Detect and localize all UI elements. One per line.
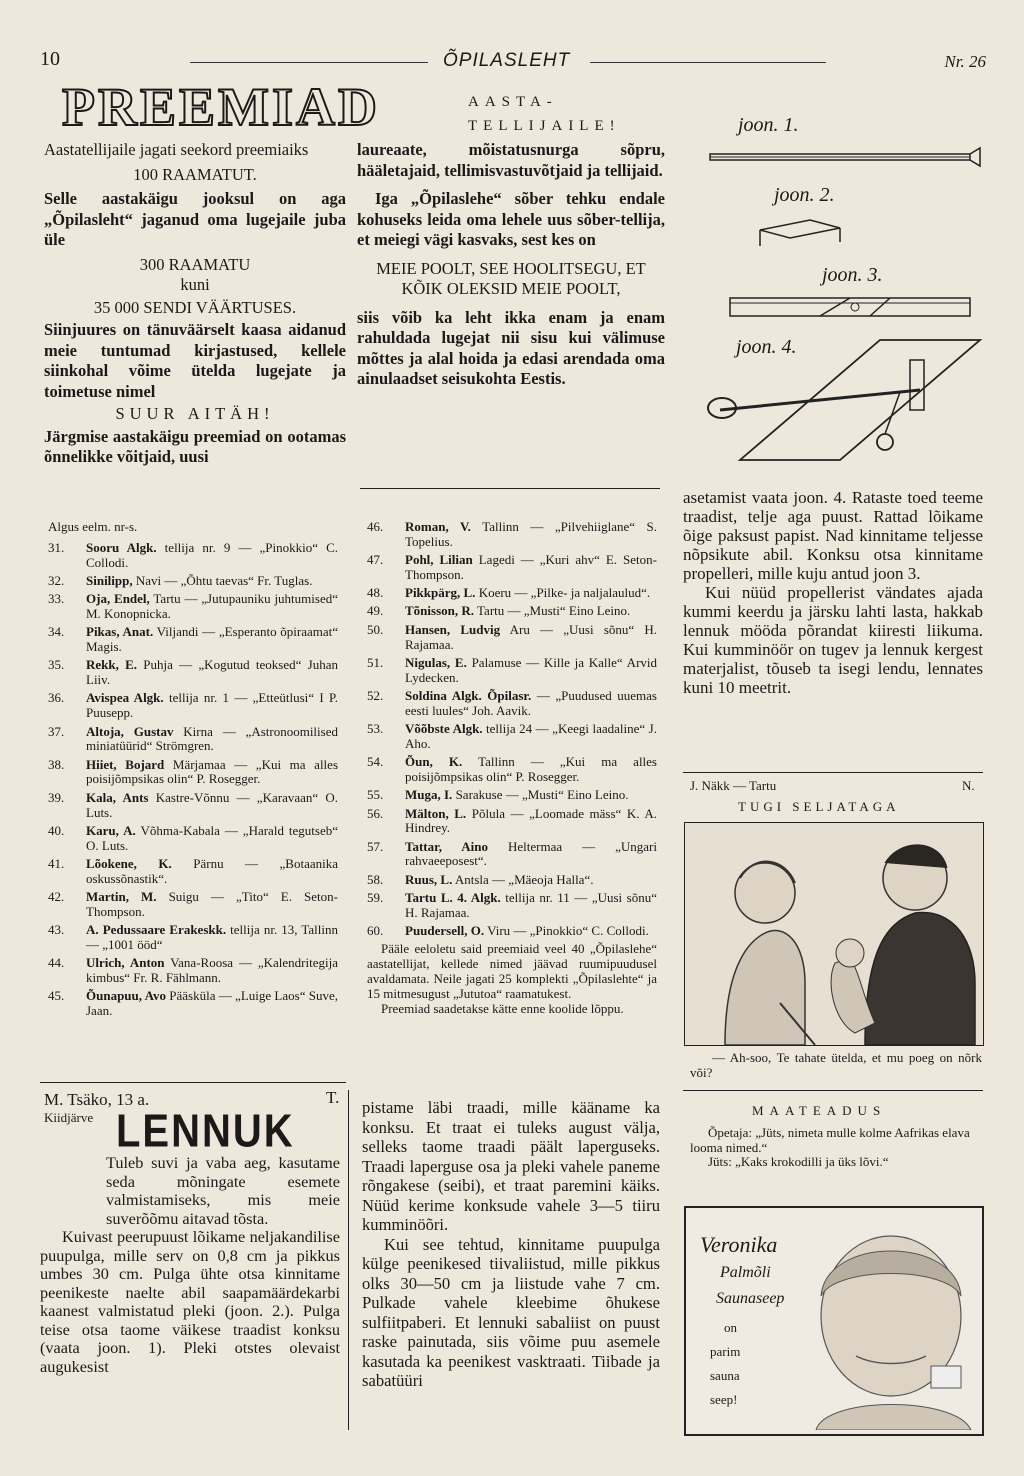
intro-right-p3: MEIE POOLT, SEE HOOLITSEGU, ET KÕIK OLEKSID MEIE POOLT,	[376, 258, 646, 298]
winner-text	[86, 857, 338, 887]
lennuk-title: LENNUK	[116, 1106, 295, 1157]
winner-name: Nigulas, E.	[405, 654, 467, 670]
cartoon-top-rule	[683, 772, 983, 773]
cartoon-drawing-icon	[685, 823, 983, 1045]
winner-list-item	[367, 604, 657, 619]
winner-text	[86, 691, 338, 721]
figure-2-plate-icon	[750, 210, 870, 260]
intro-bottom-rule	[360, 488, 660, 489]
winner-list-item	[367, 840, 657, 870]
lennuk-place: Kiidjärve	[44, 1110, 94, 1125]
winner-number: 49.	[367, 603, 384, 619]
winner-text	[405, 689, 657, 719]
winners-left-list	[48, 520, 338, 1022]
intro-left-c1: 100 RAAMATUT.	[133, 164, 257, 184]
winner-number: 39.	[48, 789, 65, 805]
winner-prize: — „Puudused uuemas eesti luules“ Joh. Aavik.	[405, 687, 657, 718]
winner-prize: Tallinn — „Pilvehiiglane“ S. Topelius.	[405, 519, 657, 549]
winner-number: 34.	[48, 624, 65, 640]
intro-left-p3: Siinjuures on tänuväärselt kaasa aidanud meie tuntumad kirjastused, kellele siinkohal võime ütelda lugejate ja toimetuse nimel	[44, 320, 346, 401]
winner-number: 43.	[48, 922, 65, 938]
soap-advertisement	[684, 1206, 984, 1436]
intro-left-c2: 300 RAAMATU	[139, 254, 251, 274]
winner-name: Tõnisson, R.	[405, 603, 474, 619]
winner-list-item	[367, 623, 657, 653]
winner-number: 59.	[367, 890, 384, 906]
header-title: ÕPILASLEHT	[443, 50, 571, 71]
winner-number: 41.	[48, 855, 65, 871]
winner-text	[405, 807, 657, 837]
winner-name: Tattar, Aino	[405, 838, 488, 854]
maateadus-title: MAATEADUS	[752, 1103, 887, 1118]
winner-prize: tellija nr. 1 — „Etteütlusi“ I P. Puusepp.	[86, 690, 339, 721]
ad-line6: sauna	[710, 1368, 740, 1383]
winner-list-item	[48, 857, 338, 887]
intro-left-p4: Järgmise aastakäigu preemiad on ootamas õnnelikke võitjaid, uusi	[44, 426, 346, 466]
winner-text	[405, 623, 657, 653]
airplane-figures	[690, 110, 990, 480]
intro-left-column	[44, 140, 346, 468]
winner-text	[86, 989, 338, 1019]
winner-number: 46.	[367, 519, 384, 534]
winners-footer-p1: Pääle eeloletu said preemiaid veel 40 „Õpilaslehe“ aastatellijat, kellede nimed jäävad ruumipuudusel avaldamata. Neile jagati 25 komplekti „Õpilaslehte“ ja 15 mitmesugust „Jututoa“ raamatukest.	[367, 941, 657, 1001]
winner-number: 44.	[48, 955, 65, 971]
winner-list-item	[367, 722, 657, 752]
winner-list-item	[367, 656, 657, 686]
winner-name: Altoja, Gustav	[86, 723, 174, 739]
winner-text	[86, 824, 338, 854]
winner-name: Kala, Ants	[86, 789, 149, 805]
figure-3-propeller-icon	[720, 290, 980, 330]
banner-side-line1: AASTA-	[468, 94, 558, 110]
maateadus-line2: Jüts: „Kaks krokodilli ja üks lõvi.“	[708, 1154, 889, 1169]
ad-line5: parim	[710, 1344, 741, 1359]
header-rule-left	[190, 62, 428, 63]
winner-prize: Navi — „Õhtu taevas“ Fr. Tuglas.	[132, 572, 313, 588]
winner-prize: Tartu — „Musti“ Eino Leino.	[474, 603, 631, 619]
winner-prize: Pärnu — „Botaanika oskussõnastik“.	[86, 855, 338, 886]
winner-prize: Suigu — „Tito“ E. Seton-Thompson.	[86, 889, 338, 919]
winner-list-item	[48, 574, 338, 589]
right-article	[683, 488, 983, 697]
winner-text	[405, 586, 657, 601]
winner-list-item	[367, 807, 657, 837]
winner-prize: tellija 24 — „Keegi laadaline“ J. Aho.	[405, 721, 657, 751]
ad-line7: seep!	[710, 1392, 738, 1407]
winner-text	[86, 592, 338, 622]
winner-list-item	[367, 689, 657, 719]
lennuk-author: M. Tsäko, 13 a.	[44, 1090, 150, 1109]
winner-prize: Sarakuse — „Musti“ Eino Leino.	[452, 787, 629, 803]
winner-name: Hansen, Ludvig	[405, 621, 501, 637]
winner-text	[405, 553, 657, 583]
winner-list-item	[367, 586, 657, 601]
winner-list-item	[367, 553, 657, 583]
winner-number: 37.	[48, 723, 65, 739]
right-article-p2: Kui nüüd propellerist vändates ajada kummi keerdu ja järsku lahti lasta, hakkab lennuk mööda põrandat kiiresti liikuma. Kui kumminöör on tugev ja lennuk kergest materjalist, tõuseb ta isegi lendu, lennates kuni 10 meetrit.	[683, 583, 983, 697]
winner-name: Tartu L. 4. Algk.	[405, 890, 501, 906]
winner-name: Õunapuu, Avo	[86, 988, 166, 1004]
issue-number: Nr. 26	[944, 52, 986, 71]
winner-number: 45.	[48, 988, 65, 1004]
winner-list-item	[48, 725, 338, 755]
winner-text	[405, 924, 657, 939]
winner-name: Karu, A.	[86, 822, 136, 838]
ad-line2: Palmõli	[720, 1264, 771, 1281]
winner-name: Martin, M.	[86, 889, 157, 905]
winner-text	[86, 890, 338, 920]
winner-prize: Pääsküla — „Luige Laos“ Suve, Jaan.	[86, 988, 338, 1019]
winner-name: Õun, K.	[405, 754, 463, 770]
winner-number: 31.	[48, 539, 65, 555]
winner-number: 54.	[367, 754, 384, 770]
winners-head: Algus eelm. nr-s.	[48, 519, 138, 534]
winner-name: Roman, V.	[405, 519, 471, 534]
winner-text	[405, 891, 657, 921]
winner-name: Lõokene, K.	[86, 855, 172, 871]
winner-prize: Antsla — „Mäeoja Halla“.	[452, 871, 594, 887]
winner-prize: Vana-Roosa — „Kalendritegija kimbus“ Fr. R. Fählmann.	[86, 955, 338, 986]
winner-text	[405, 840, 657, 870]
winner-prize: Lagedi — „Kuri ahv“ E. Seton-Thompson.	[405, 552, 657, 582]
winner-list-item	[48, 923, 338, 953]
ad-line3: Saunaseep	[716, 1290, 785, 1307]
cartoon-author-right: N.	[962, 778, 975, 793]
winner-number: 33.	[48, 591, 65, 607]
winner-list-item	[48, 592, 338, 622]
lennuk-p2: Kuivast peerupuust lõikame neljakandilise puupulga, mille serv on 0,8 cm ja pikkus umbes 30 cm. Pulga ühte otsa kinnitame peenikeste naelte abil saapamäärdekarbi kaanest valmistatud pleki (joon. 2.). Pulga teise otsa taome väikese traadist konksu (vaata joon. 1). Pleki otstes olevaist augukesist	[40, 1227, 340, 1376]
winners-right-list	[367, 520, 657, 1016]
intro-right-p2: Iga „Õpilaslehe“ sõber tehku endale kohuseks leida oma lehele uus sõber-tellija, et meiegi vägi kasvaks, sest kes on	[357, 189, 665, 249]
winner-number: 38.	[48, 756, 65, 772]
intro-left-c4: 35 000 SENDI VÄÄRTUSES.	[93, 297, 297, 317]
winner-name: Mälton, L.	[405, 805, 467, 821]
winner-list-item	[48, 658, 338, 688]
winner-text	[405, 656, 657, 686]
cartoon-caption: — Ah-soo, Te tahate ütelda, et mu poeg on nõrk või?	[690, 1050, 982, 1080]
winner-name: Ruus, L.	[405, 871, 453, 887]
winners-footer-p2: Preemiad saadetakse kätte enne koolide lõppu.	[381, 1000, 624, 1016]
winner-text	[405, 722, 657, 752]
ad-girl-portrait-icon	[796, 1216, 976, 1430]
winner-name: Avispea Algk.	[86, 690, 164, 706]
lennuk-author-right: T.	[326, 1088, 340, 1107]
winner-prize: Põlula — „Loomade mäss“ K. A. Hindrey.	[405, 805, 657, 836]
winner-text	[86, 923, 338, 953]
winner-list-item	[48, 541, 338, 571]
winner-name: Pikkpärg, L.	[405, 585, 476, 601]
winner-text	[86, 625, 338, 655]
winner-list-item	[367, 520, 657, 550]
ad-brand: Veronika	[700, 1232, 778, 1257]
intro-right-p4: siis võib ka leht ikka enam ja enam rahuldada lugejat nii sisu kui välimuse mõttes ja alal hoida ja edasi arendada oma ainulaadset seisukohta Eestis.	[357, 307, 665, 388]
winner-text	[86, 725, 338, 755]
figure-label-2: joon. 2.	[774, 184, 835, 206]
intro-left-p1: Aastatellijaile jagati seekord preemiaiks	[44, 140, 309, 159]
cartoon-author: J. Näkk — Tartu	[690, 778, 777, 793]
lennuk-top-rule	[40, 1082, 346, 1083]
winner-name: Rekk, E.	[86, 657, 138, 673]
lennuk-col-right	[362, 1098, 660, 1391]
lennuk-p4: Kui see tehtud, kinnitame puupulga külge peenikesed tiivaliistud, mille pikkus olks 30—50 cm ja liistude vahe 7 cm. Pulkade vahele kleebime õhukese sulfiitpaberi. Et lennuki sabaliist on puust raske painutada, siis võime puu asemele kasutada ka peenikest vasktraati. Tiibade ja sabatüüri	[362, 1234, 660, 1390]
winner-number: 42.	[48, 889, 65, 905]
ad-line4: on	[724, 1320, 737, 1335]
winner-name: Soldina Algk. Õpilasr.	[405, 687, 532, 703]
winner-prize: Tallinn — „Kui ma alles poisijõmpsikas olin“ P. Rosegger.	[405, 754, 657, 784]
winner-number: 47.	[367, 552, 384, 568]
winner-number: 56.	[367, 805, 384, 821]
intro-left-c3: kuni	[180, 275, 210, 294]
intro-right-p1: laureaate, mõistatusnurga sõpru, hääletajaid, tellimisvastuvõtjaid ja tellijaid.	[357, 140, 665, 180]
winner-prize: Palamuse — Kille ja Kalle“ Arvid Lydecken.	[405, 654, 658, 685]
intro-left-c5: SUUR AITÄH!	[115, 404, 275, 423]
banner-title: PREEMIAD	[62, 77, 380, 137]
cartoon-title: TUGI SELJATAGA	[738, 799, 900, 814]
winner-list-item	[48, 758, 338, 788]
winner-list-item	[48, 956, 338, 986]
winner-text	[405, 755, 657, 785]
winner-prize: Puhja — „Kogutud teoksed“ Juhan Liiv.	[86, 657, 338, 688]
winner-number: 35.	[48, 657, 65, 673]
winner-name: Pikas, Anat.	[86, 624, 154, 640]
cartoon-image	[684, 822, 984, 1046]
winner-name: Muga, I.	[405, 787, 453, 803]
header-rule-right	[590, 62, 826, 63]
winner-text	[405, 873, 657, 888]
maateadus-text	[690, 1126, 982, 1170]
winner-number: 52.	[367, 687, 384, 703]
lennuk-p3: pistame läbi traadi, mille kääname ka konksu. Et traat ei tuleks august välja, selleks taome traadi päält laperguseks. Traadi laperguse osa ja pleki vahele paneme rõngakese (seibi), et traat paremini käiks. Nüüd kerime konksude vahele 3—5 tiiru kumminöõri.	[362, 1098, 660, 1234]
winner-name: Sinilipp,	[86, 572, 133, 588]
figure-label-1: joon. 1.	[738, 114, 799, 136]
winner-prize: Koeru — „Pilke- ja naljalaulud“.	[475, 585, 651, 601]
winner-prize: Viru — „Pinokkio“ C. Collodi.	[484, 923, 649, 939]
winner-prize: Märjamaa — „Kui ma alles poisijõmpsikas olin“ P. Rosegger.	[86, 756, 338, 787]
figure-label-4: joon. 4.	[736, 336, 797, 358]
winner-number: 57.	[367, 838, 384, 854]
winner-text	[86, 956, 338, 986]
winner-name: Puudersell, O.	[405, 923, 485, 939]
winner-name: Hiiet, Bojard	[86, 756, 165, 772]
winner-name: A. Pedussaare Erakeskk.	[86, 922, 227, 938]
winner-number: 60.	[367, 923, 384, 939]
winner-number: 50.	[367, 621, 384, 637]
winner-list-item	[48, 824, 338, 854]
winner-name: Sooru Algk.	[86, 539, 157, 555]
winner-number: 58.	[367, 871, 384, 887]
lennuk-col-left	[40, 1154, 340, 1376]
winner-text	[86, 791, 338, 821]
intro-left-p2: Selle aastakäigu jooksul on aga „Õpilasleht“ jaganud oma lugejaile juba üle	[44, 189, 346, 249]
winner-list-item	[48, 791, 338, 821]
winner-text	[86, 658, 338, 688]
winner-prize: Võhma-Kabala — „Harald tegutseb“ O. Luts.	[86, 822, 338, 853]
winner-name: Oja, Endel,	[86, 591, 150, 607]
maateadus-top-rule	[683, 1090, 983, 1091]
winner-list-item	[367, 755, 657, 785]
winner-prize: Viljandi — „Esperanto õpiraamat“ Magis.	[86, 624, 338, 655]
winner-number: 48.	[367, 585, 384, 601]
figure-4-airplane-icon	[700, 330, 990, 480]
winner-list-item	[367, 891, 657, 921]
winner-text	[405, 604, 657, 619]
winner-list-item	[367, 924, 657, 939]
winner-number: 53.	[367, 721, 384, 737]
winner-list-item	[48, 625, 338, 655]
winner-number: 51.	[367, 654, 384, 670]
winner-prize: Aru — „Uusi sõnu“ H. Rajamaa.	[405, 621, 658, 652]
lennuk-p1: Tuleb suvi ja vaba aeg, kasutame seda mõningate esemete valmistamiseks, mis meie suverõõmu aitavad tõsta.	[106, 1153, 340, 1228]
winner-text	[405, 520, 657, 550]
right-article-p1: asetamist vaata joon. 4. Rataste toed teeme traadist, telje aga puust. Rattad lõikame õige paksust papist. Nad kinnitame teljesse nõpsikute abil. Konksu otsa kinnitame propelleri, mille kuju antud joon 3.	[683, 488, 983, 583]
winner-number: 36.	[48, 690, 65, 706]
winner-list-item	[367, 873, 657, 888]
winner-number: 40.	[48, 822, 65, 838]
maateadus-line1: Õpetaja: „Jüts, nimeta mulle kolme Aafrikas elava looma nimed.“	[690, 1125, 970, 1155]
winner-name: Ulrich, Anton	[86, 955, 165, 971]
winner-prize: tellija nr. 13, Tallinn — „1001 ööd“	[86, 922, 338, 952]
winner-number: 32.	[48, 572, 65, 588]
winner-list-item	[48, 989, 338, 1019]
winner-name: Võõbste Algk.	[405, 721, 483, 737]
winner-text	[86, 574, 338, 589]
page-number: 10	[40, 48, 60, 70]
winner-list-item	[367, 788, 657, 803]
winner-text	[86, 541, 338, 571]
winner-prize: tellija nr. 11 — „Uusi sõnu“ H. Rajamaa.	[405, 890, 657, 920]
winner-number: 55.	[367, 787, 384, 803]
winner-list-item	[48, 890, 338, 920]
figure-1-stick-icon	[690, 140, 990, 180]
figure-label-3: joon. 3.	[822, 264, 883, 286]
winner-prize: Heltermaa — „Ungari rahvaeeposest“.	[405, 838, 657, 869]
winner-prize: Kastre-Võnnu — „Karavaan“ O. Luts.	[86, 789, 339, 820]
column-rule	[348, 1090, 349, 1430]
winner-prize: tellija nr. 9 — „Pinokkio“ C. Collodi.	[86, 539, 338, 570]
winner-name: Pohl, Lilian	[405, 552, 473, 568]
winner-prize: Tartu — „Jutupauniku juhtumised“ M. Konopnicka.	[86, 591, 338, 621]
intro-right-column	[357, 140, 665, 390]
winner-text	[86, 758, 338, 788]
winner-text	[405, 788, 657, 803]
winner-list-item	[48, 691, 338, 721]
banner-side-line2: TELLIJAILE!	[468, 118, 621, 134]
banner-side	[468, 90, 621, 138]
winner-prize: Kirna — „Astronoomilised miniatüürid“ Strömgren.	[86, 723, 338, 754]
